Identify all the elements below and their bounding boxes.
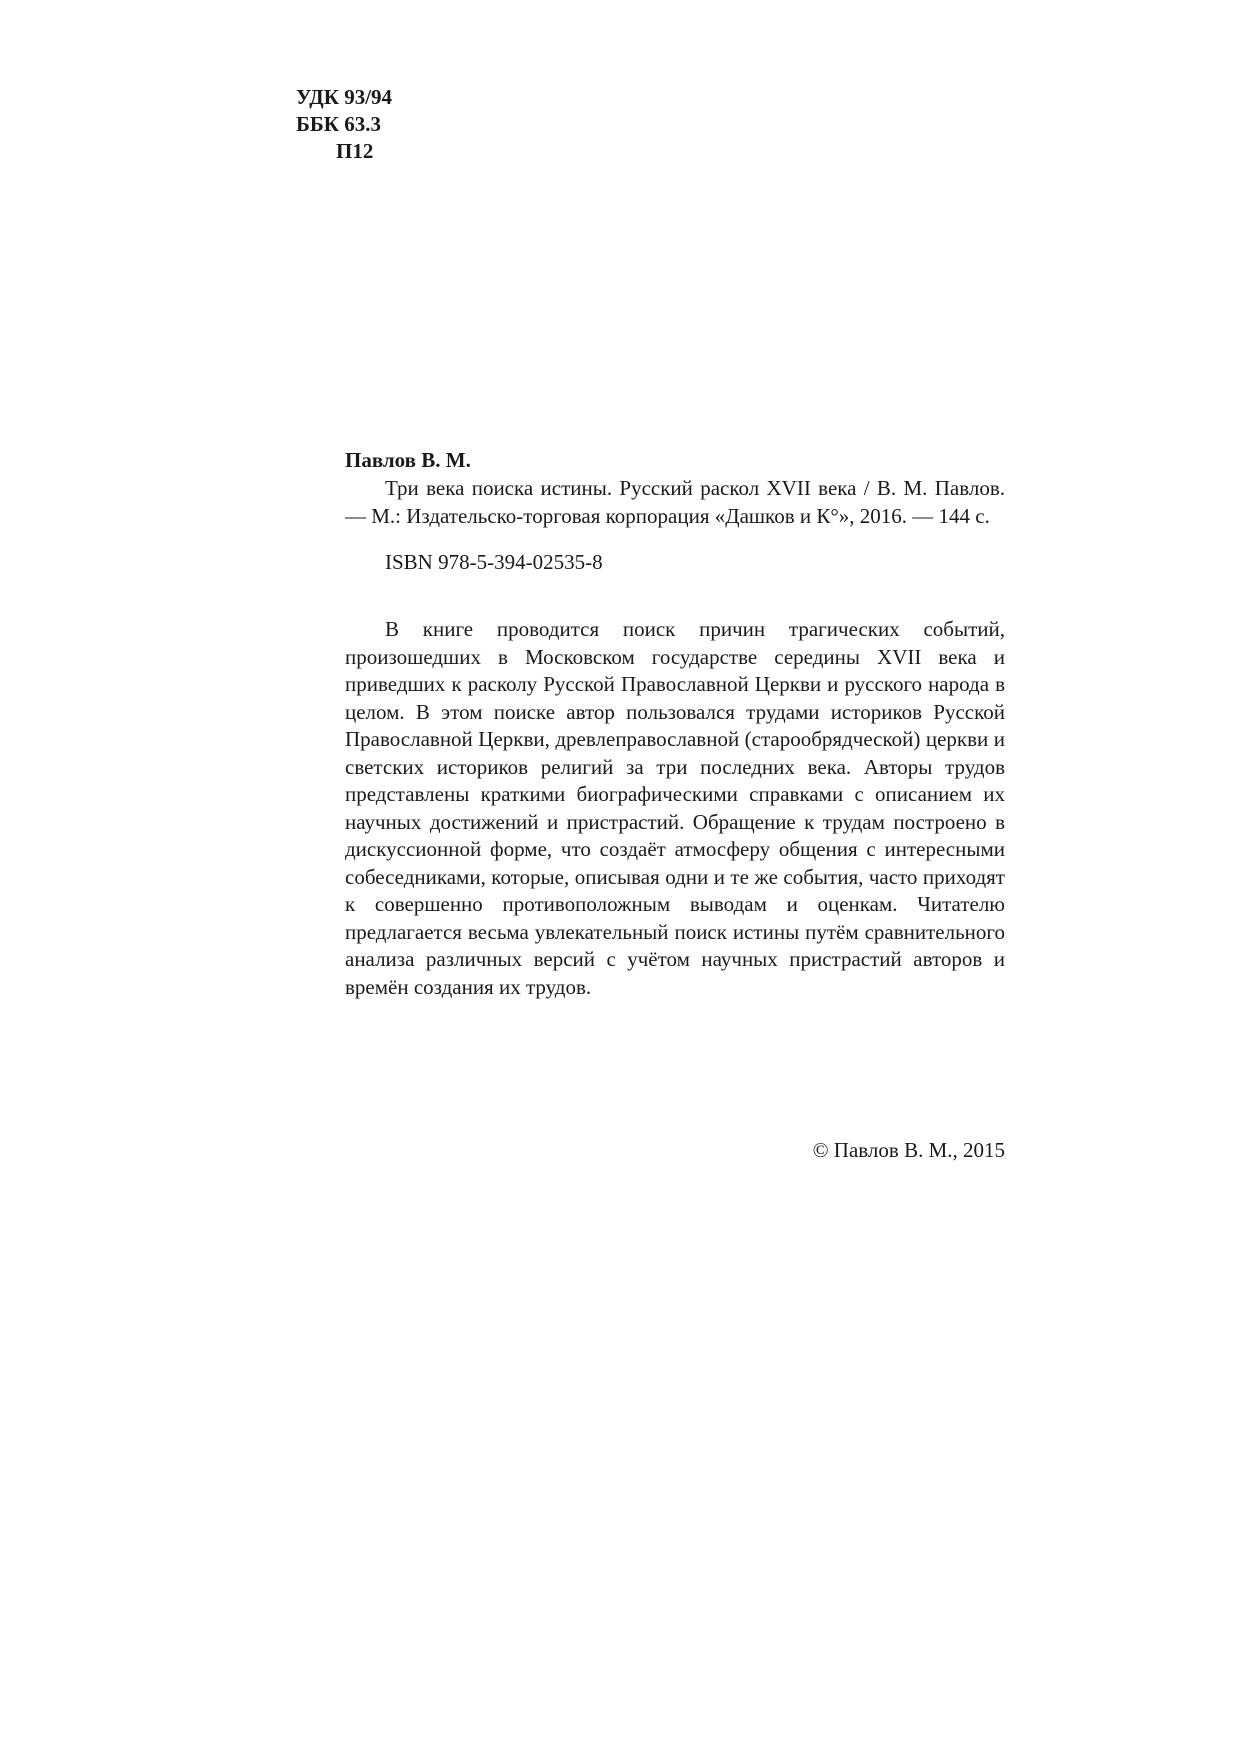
classification-block [296, 84, 392, 165]
copyright-notice: © Павлов В. М., 2015 [812, 1138, 1005, 1162]
isbn: ISBN 978-5-394-02535-8 [385, 550, 603, 574]
udk-code: УДК 93/94 [296, 85, 393, 109]
bibliographic-record [345, 446, 1005, 1022]
annotation: В книге проводится поиск причин трагических событий, произошедших в Московском государстве середины XVII века и приведших к расколу Русской Православной Церкви и русского народа в целом. В этом поиске автор пользовался трудами историков Русской Православной Церкви, древлеправославной (старообрядческой) церкви и светских историков религий за три последних века. Авторы трудов представлены краткими биографическими справками с описанием их научных достижений и пристрастий. Обращение к трудам построено в дискуссионной форме, что создаёт атмосферу общения с интересными собеседниками, которые, описывая одни и те же события, часто приходят к совершенно противоположным выводам и оценкам. Читателю предлагается весьма увлекательный поиск истины путём сравнительного анализа различных версий с учётом научных пристрастий авторов и времён создания их трудов. [345, 617, 1005, 999]
author-mark: П12 [336, 139, 374, 163]
bbk-code: ББК 63.3 [296, 112, 381, 136]
record-author: Павлов В. М. [345, 448, 471, 472]
record-citation: Три века поиска истины. Русский раскол XVII века / В. М. Павлов. — М.: Издательско-торговая корпорация «Дашков и К°», 2016. — 144 с. [345, 476, 1005, 528]
